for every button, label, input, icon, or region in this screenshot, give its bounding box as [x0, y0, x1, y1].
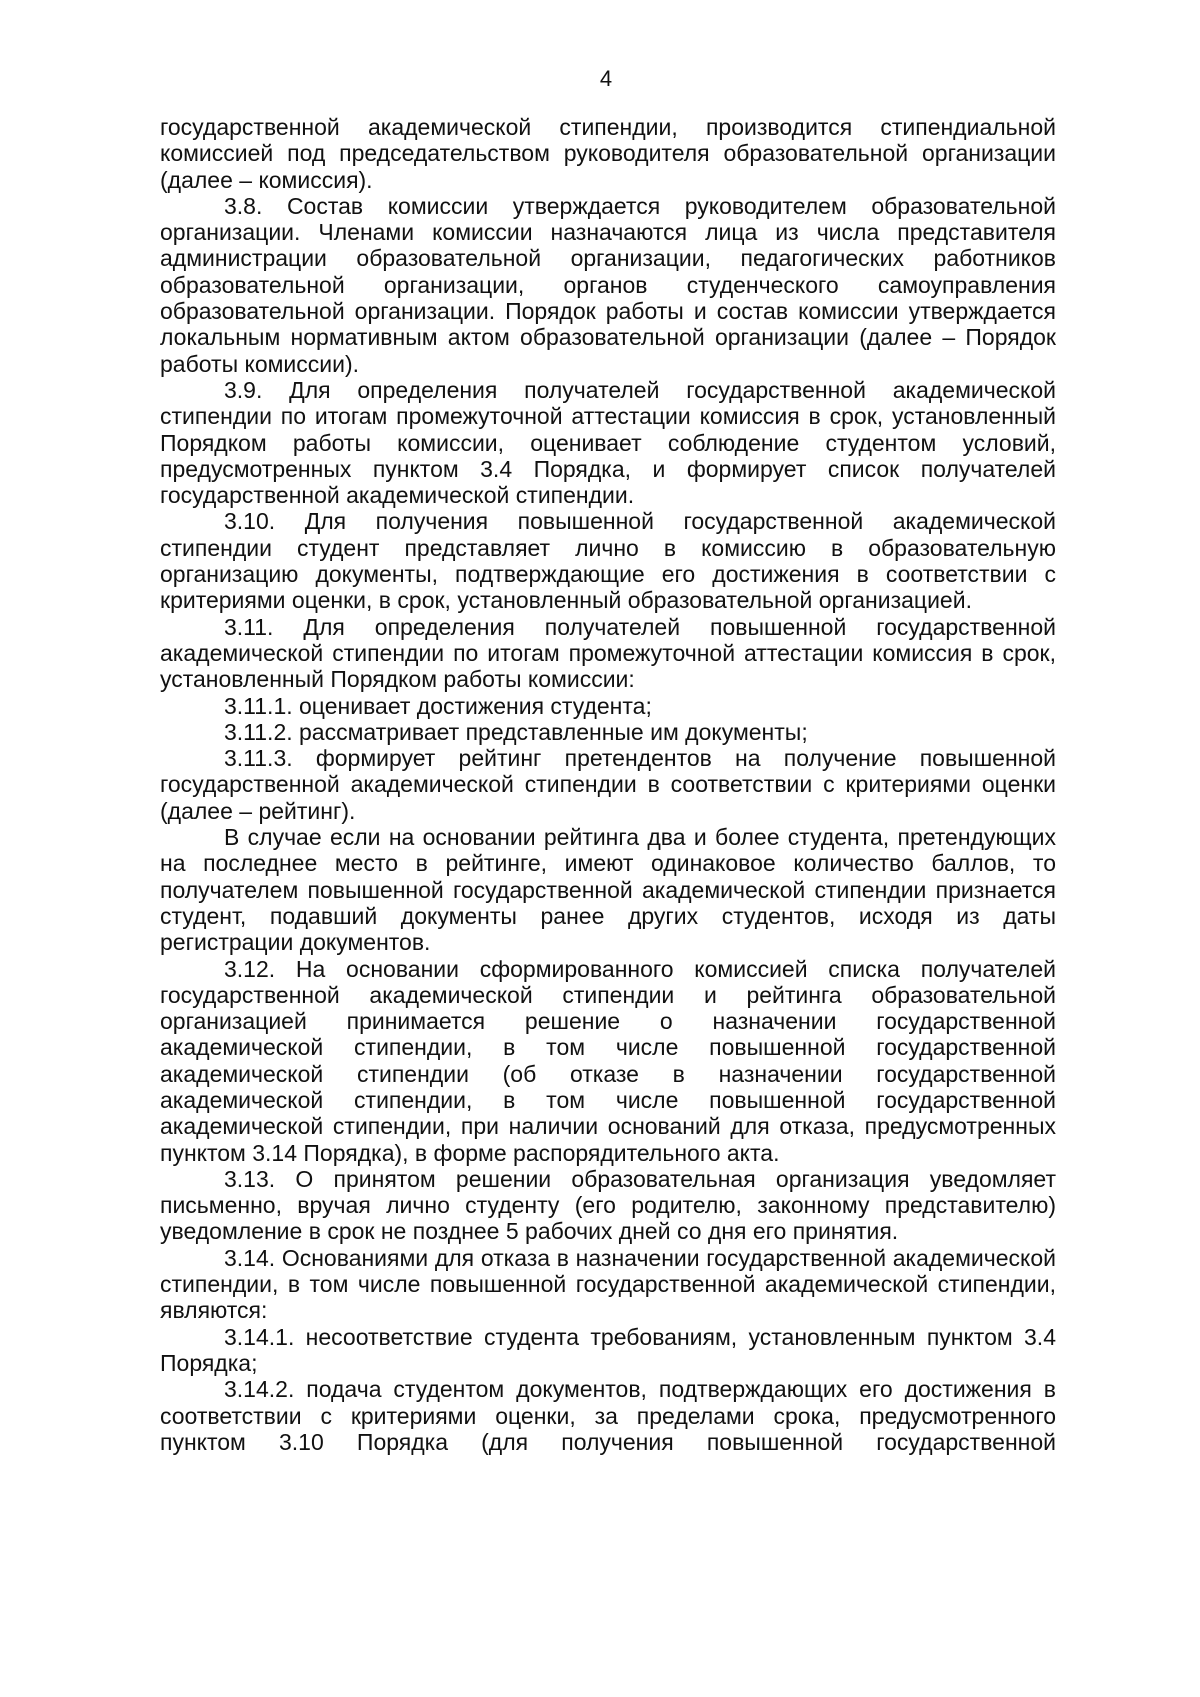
paragraph: 3.8. Состав комиссии утверждается руководителем образовательной организации. Членами комиссии назначаются лица из числа представителя администрации образовательной организации, педагогических работников образовательной организации, органов студенческого самоуправления образовательной организации. Порядок работы и состав комиссии утверждается локальным нормативным актом образовательной организации (далее – Порядок работы комиссии). — [160, 192, 1056, 377]
paragraph: 3.14.1. несоответствие студента требованиям, установленным пунктом 3.4 Порядка; — [160, 1323, 1056, 1376]
paragraph: 3.11.2. рассматривает представленные им документы; — [224, 718, 808, 745]
paragraph: 3.14. Основаниями для отказа в назначении государственной академической стипендии, в том числе повышенной государственной академической стипендии, являются: — [160, 1244, 1056, 1324]
page-number: 4 — [599, 66, 613, 91]
paragraph: 3.11.3. формирует рейтинг претендентов на получение повышенной государственной академической стипендии в соответствии с критериями оценки (далее – рейтинг). — [160, 745, 1056, 824]
paragraph: 3.11. Для определения получателей повышенной государственной академической стипендии по итогам промежуточной аттестации комиссия в срок, установленный Порядком работы комиссии: — [160, 613, 1056, 693]
paragraph: 3.9. Для определения получателей государственной академической стипендии по итогам промежуточной аттестации комиссия в срок, установленный Порядком работы комиссии, оценивает соблюдение студентом условий, предусмотренных пунктом 3.4 Порядка, и формирует список получателей государственной академической стипендии. — [160, 376, 1056, 509]
document-body — [160, 114, 1056, 1455]
paragraph: 3.11.1. оценивает достижения студента; — [224, 692, 652, 719]
paragraph: В случае если на основании рейтинга два и более студента, претендующих на последнее место в рейтинге, имеют одинаковое количество баллов, то получателем повышенной государственной академической стипендии признается студент, подавший документы ранее других студентов, исходя из даты регистрации документов. — [160, 824, 1056, 956]
paragraph: государственной академической стипендии, производится стипендиальной комиссией под председательством руководителя образовательной организации (далее – комиссия). — [160, 114, 1056, 193]
paragraph: 3.10. Для получения повышенной государственной академической стипендии студент представляет лично в комиссию в образовательную организацию документы, подтверждающие его достижения в соответствии с критериями оценки, в срок, установленный образовательной организацией. — [160, 508, 1056, 614]
paragraph: 3.14.2. подача студентом документов, подтверждающих его достижения в соответствии с критериями оценки, за пределами срока, предусмотренного пунктом 3.10 Порядка (для получения повышенной государственной — [160, 1376, 1056, 1455]
paragraph: 3.13. О принятом решении образовательная организация уведомляет письменно, вручая лично студенту (его родителю, законному представителю) уведомление в срок не позднее 5 рабочих дней со дня его принятия. — [160, 1165, 1056, 1245]
paragraph: 3.12. На основании сформированного комиссией списка получателей государственной академической стипендии и рейтинга образовательной организацией принимается решение о назначении государственной академической стипендии, в том числе повышенной государственной академической стипендии (об отказе в назначении государственной академической стипендии, в том числе повышенной государственной академической стипендии, при наличии оснований для отказа, предусмотренных пунктом 3.14 Порядка), в форме распорядительного акта. — [160, 955, 1056, 1166]
